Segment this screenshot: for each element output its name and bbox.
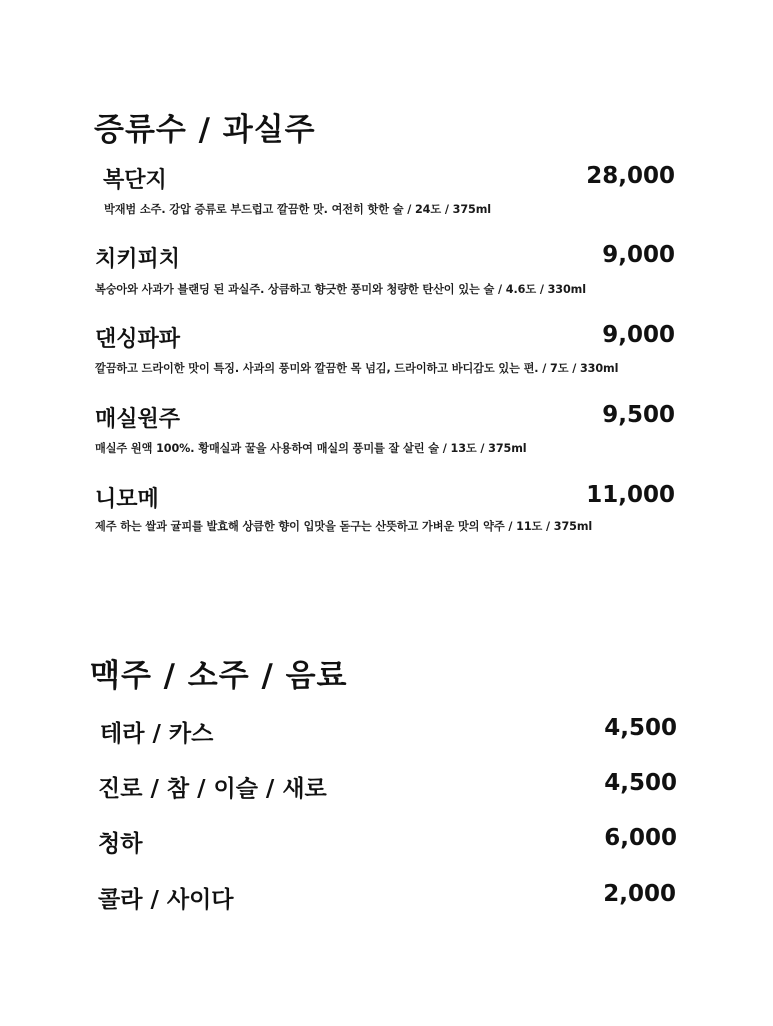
- item-price: 6,000: [604, 825, 677, 851]
- item-name: 니모메: [95, 487, 159, 512]
- item-description: 제주 하는 쌀과 귤피를 발효해 상큼한 향이 입맛을 돋구는 산뜻하고 가벼운 맛의 약주 / 11도 / 375ml: [95, 520, 593, 533]
- item-price: 2,000: [603, 881, 676, 907]
- item-price: 11,000: [586, 482, 675, 508]
- item-name: 진로 / 참 / 이슬 / 새로: [98, 776, 327, 802]
- section-title: 증류수 / 과실주: [94, 112, 316, 148]
- item-name: 청하: [98, 831, 143, 857]
- item-description: 복숭아와 사과가 블랜딩 된 과실주. 상큼하고 향긋한 풍미와 청량한 탄산이 있는 술 / 4.6도 / 330ml: [95, 283, 586, 296]
- item-price: 4,500: [604, 770, 677, 796]
- item-price: 9,000: [602, 242, 675, 268]
- item-name: 복단지: [103, 168, 167, 193]
- item-description: 매실주 원액 100%. 황매실과 꿀을 사용하여 매실의 풍미를 잘 살린 술 / 13도 / 375ml: [95, 442, 527, 455]
- item-name: 댄싱파파: [95, 327, 181, 352]
- item-name: 콜라 / 사이다: [98, 887, 234, 913]
- item-price: 9,000: [602, 322, 675, 348]
- item-name: 치키피치: [95, 247, 181, 272]
- item-price: 9,500: [602, 402, 675, 428]
- item-description: 깔끔하고 드라이한 맛이 특징. 사과의 풍미와 깔끔한 목 넘김, 드라이하고 바디감도 있는 편. / 7도 / 330ml: [95, 362, 619, 375]
- item-name: 테라 / 카스: [100, 721, 214, 747]
- item-description: 박재범 소주. 강압 증류로 부드럽고 깔끔한 맛. 여전히 핫한 술 / 24도 / 375ml: [104, 203, 491, 216]
- item-price: 28,000: [586, 163, 675, 189]
- item-price: 4,500: [604, 715, 677, 741]
- section-title: 맥주 / 소주 / 음료: [90, 658, 348, 694]
- item-name: 매실원주: [95, 407, 181, 432]
